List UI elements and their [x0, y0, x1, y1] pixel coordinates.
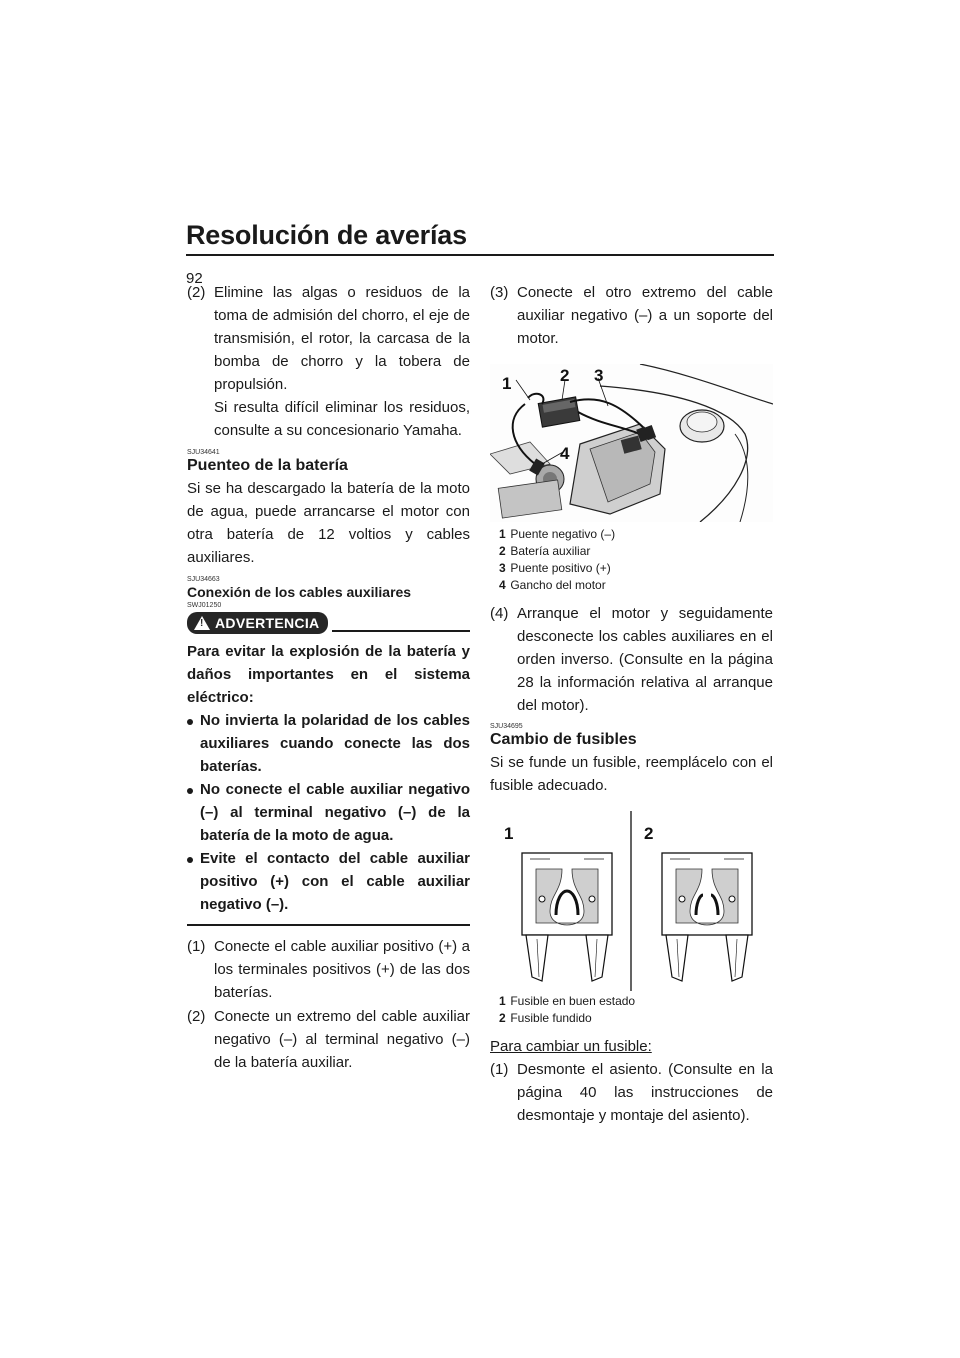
- step-number: (1): [187, 938, 206, 955]
- warning-code: SWJ01250: [187, 602, 222, 609]
- bullet-text: No conecte el cable auxiliar negativo (–) al terminal negativo (–) de la batería de la moto de agua.: [200, 781, 470, 844]
- step-item: [187, 935, 470, 1004]
- step-item: [490, 602, 773, 717]
- warning-bullet: [187, 778, 470, 847]
- bullet-icon: [187, 778, 200, 847]
- warning-icon: !: [194, 616, 210, 630]
- bullet-icon: [187, 709, 200, 778]
- blown-fuse-icon: [662, 853, 752, 981]
- callout-1: 1: [502, 374, 512, 393]
- caption-number: 4: [499, 578, 506, 592]
- section-code: SJU34663: [187, 576, 220, 583]
- step-item: [490, 281, 773, 350]
- procedure-subheading: Para cambiar un fusible:: [490, 1038, 652, 1055]
- title-rule: [186, 254, 774, 256]
- fuse-illustration: [490, 811, 773, 991]
- figure-caption: [499, 543, 773, 560]
- caption-text: Batería auxiliar: [510, 544, 591, 558]
- step-text: Elimine las algas o residuos de la toma de admisión del chorro, el eje de transmisión, el rotor, la carcasa de la bomba de chorro y la tobera de propulsión.: [214, 284, 470, 393]
- caption-number: 1: [499, 527, 506, 541]
- figure-caption: [499, 560, 773, 577]
- warning-bullet: [187, 847, 470, 916]
- warning-rule: [332, 630, 470, 632]
- caption-text: Fusible en buen estado: [510, 994, 636, 1008]
- warning-box: [187, 634, 470, 916]
- bullet-icon: [187, 847, 200, 916]
- step-number: (2): [187, 284, 206, 301]
- left-column: [187, 281, 470, 1075]
- page-number: 92: [186, 270, 203, 287]
- section-text: Si se ha descargado la batería de la moto de agua, puede arrancarse el motor con otra batería de 12 voltios y cables auxiliares.: [187, 480, 470, 566]
- caption-number: 1: [499, 994, 506, 1008]
- section-code: SJU34641: [187, 449, 220, 456]
- step-number: (2): [187, 1008, 206, 1025]
- figure-caption: [499, 526, 773, 543]
- figure-caption: [499, 1010, 773, 1027]
- step-text: Conecte el cable auxiliar positivo (+) a los terminales positivos (+) de las dos baterías.: [214, 938, 470, 1001]
- caption-text: Fusible fundido: [510, 1011, 592, 1025]
- warning-intro: Para evitar la explosión de la batería y daños importantes en el sistema eléctrico:: [187, 643, 470, 706]
- caption-number: 2: [499, 544, 506, 558]
- step-text: Si resulta difícil eliminar los residuos, consulte a su concesionario Yamaha.: [214, 399, 470, 439]
- section-heading-fuses: Cambio de fusibles: [490, 731, 637, 748]
- callout-1: 1: [504, 824, 514, 843]
- page-title: Resolución de averías: [186, 220, 467, 250]
- right-column: [490, 281, 773, 1128]
- callout-4: 4: [560, 444, 570, 463]
- step-item: [187, 281, 470, 442]
- section-heading-battery-jump: Puenteo de la batería: [187, 457, 348, 474]
- warning-label: ADVERTENCIA: [215, 614, 320, 631]
- step-item: [490, 1058, 773, 1127]
- caption-text: Puente negativo (–): [510, 527, 616, 541]
- step-number: (4): [490, 605, 509, 622]
- caption-number: 2: [499, 1011, 506, 1025]
- step-number: (3): [490, 284, 509, 301]
- bullet-text: Evite el contacto del cable auxiliar positivo (+) con el cable auxiliar negativo (–).: [200, 850, 470, 913]
- good-fuse-icon: [522, 853, 612, 981]
- warning-header: [187, 612, 470, 634]
- callout-2: 2: [644, 824, 654, 843]
- section-code: SJU34695: [490, 723, 523, 730]
- step-item: [187, 1005, 470, 1074]
- step-text: Conecte un extremo del cable auxiliar negativo (–) al terminal negativo (–) de la batería auxiliar.: [214, 1008, 470, 1071]
- section-text: Si se funde un fusible, reemplácelo con el fusible adecuado.: [490, 754, 773, 794]
- caption-text: Puente positivo (+): [510, 561, 611, 575]
- figure-caption: [499, 577, 773, 594]
- warning-end-rule: [187, 924, 470, 926]
- bullet-text: No invierta la polaridad de los cables auxiliares cuando conecte las dos baterías.: [200, 712, 470, 775]
- warning-bullet: [187, 709, 470, 778]
- figure-caption: [499, 993, 773, 1010]
- callout-3: 3: [594, 366, 604, 385]
- jump-start-illustration: [490, 364, 773, 522]
- step-text: Desmonte el asiento. (Consulte en la página 40 las instrucciones de desmontaje y montaje del asiento).: [517, 1061, 773, 1124]
- callout-2: 2: [560, 366, 570, 385]
- warning-badge: [187, 612, 328, 634]
- battery-jump-figure: [490, 364, 773, 522]
- subsection-heading-jumper-cables: Conexión de los cables auxiliares: [187, 584, 412, 600]
- caption-text: Gancho del motor: [510, 578, 606, 592]
- step-text: Arranque el motor y seguidamente desconecte los cables auxiliares en el orden inverso. (Consulte en la página 28 la información relativa al arranque del motor).: [517, 605, 773, 714]
- step-text: Conecte el otro extremo del cable auxiliar negativo (–) a un soporte del motor.: [517, 284, 773, 347]
- step-number: (1): [490, 1061, 509, 1078]
- fuse-figure: [490, 811, 773, 991]
- caption-number: 3: [499, 561, 506, 575]
